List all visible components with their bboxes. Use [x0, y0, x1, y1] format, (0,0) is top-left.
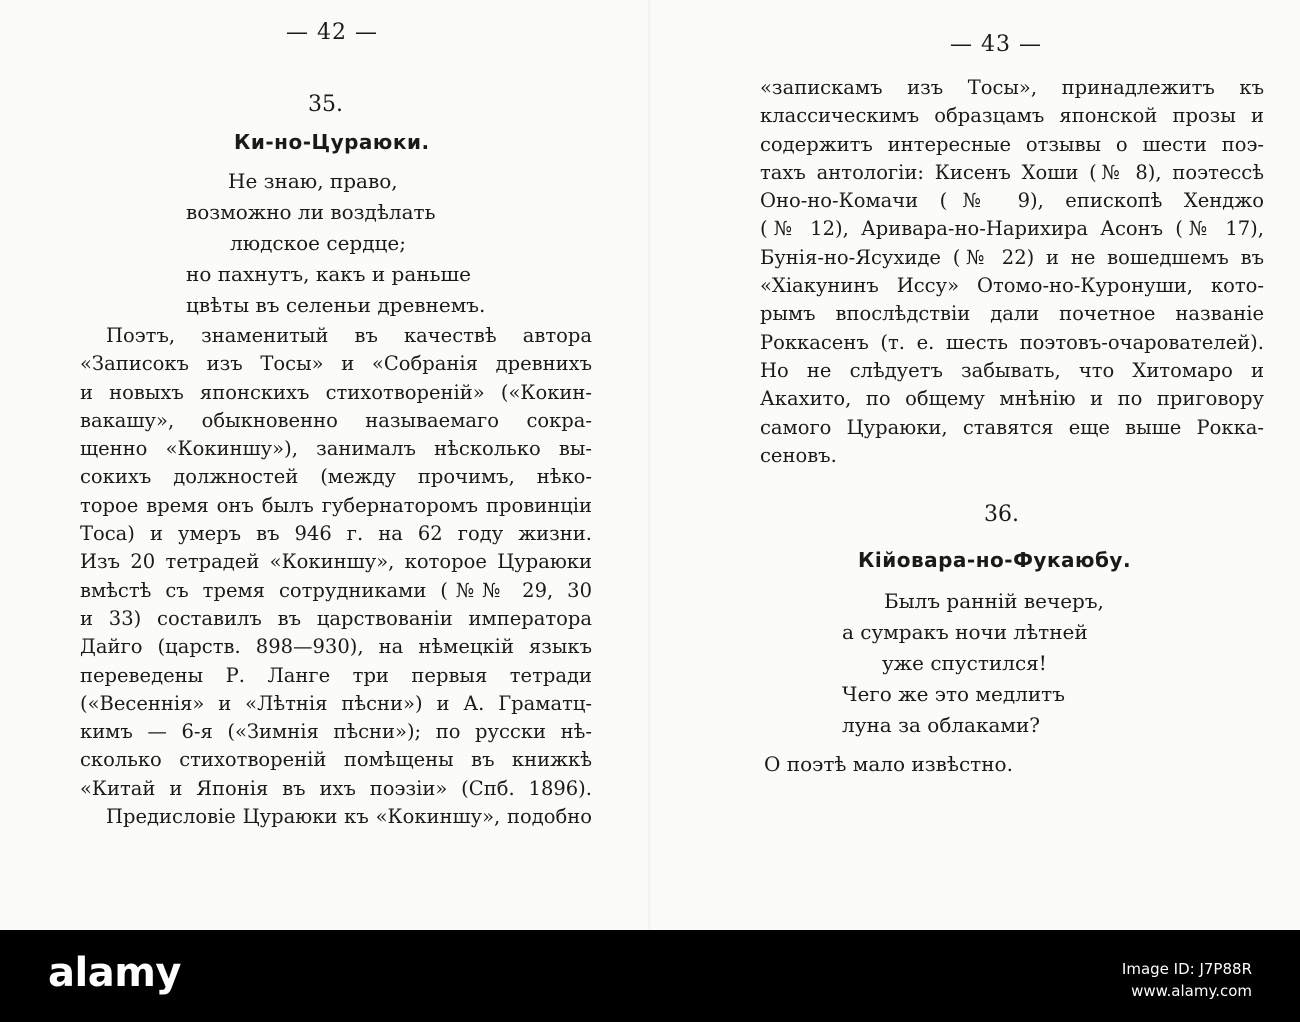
prose-line: («Весеннія» и «Лѣтнія пѣсни») и А. Граматц-	[80, 691, 592, 715]
stock-image-info	[1122, 958, 1252, 1002]
prose-line: классическимъ образцамъ японской прозы и	[760, 104, 1264, 128]
prose-line: Бунія-но-Ясухиде (№ 22) и не вошедшемъ въ	[760, 245, 1264, 269]
prose-line: и 33) составилъ въ царствованіи императора	[80, 606, 592, 630]
prose-line: Дайго (царств. 898—930), на нѣмецкій языкъ	[80, 635, 592, 659]
prose-line: Предисловіе Цураюки къ «Кокиншу», подобно	[106, 805, 592, 829]
verse-line: Чего же это медлитъ	[842, 682, 1065, 706]
prose-line: содержитъ интересные отзывы о шести поэ-	[760, 132, 1264, 156]
poet-title-tsurayuki: Ки-но-Цураюки.	[234, 130, 430, 154]
left-page	[0, 0, 648, 930]
prose-line: «Китай и Японія въ ихъ поэзіи» (Спб. 1896).	[80, 776, 592, 800]
verse-line: цвѣты въ селеньи древнемъ.	[186, 293, 486, 317]
prose-line: вмѣстѣ съ тремя сотрудниками (№№ 29, 30	[80, 578, 592, 602]
poet-title-fukayabu: Кійовара-но-Фукаюбу.	[858, 548, 1132, 572]
poem-number-36: 36.	[984, 502, 1019, 527]
left-page-number: — 42 —	[286, 20, 378, 45]
verse-line: уже спустился!	[882, 651, 1047, 675]
verse-line: а сумракъ ночи лѣтней	[842, 620, 1088, 644]
verse-line: но пахнутъ, какъ и раньше	[186, 262, 471, 286]
image-id-label: Image ID: J7P88R	[1121, 960, 1252, 978]
poet-biography-35-continued	[760, 74, 1264, 470]
poet-biography-35	[80, 322, 592, 831]
prose-line: «запискамъ изъ Тосы», принадлежитъ къ	[760, 76, 1264, 99]
prose-line: «Хіакунинъ Иссу» Отомо-но-Куронуши, кото-	[760, 274, 1264, 298]
prose-line: сеновъ.	[760, 443, 837, 467]
site-url: www.alamy.com	[1131, 982, 1252, 1000]
prose-line: Изъ 20 тетрадей «Кокиншу», которое Цураюки	[80, 550, 592, 574]
prose-line: Оно-но-Комачи (№ 9), епископѣ Хенджо	[760, 189, 1264, 213]
poem-number-35: 35.	[308, 92, 343, 117]
prose-line: сколько стихотвореній помѣщены въ книжкѣ	[80, 748, 592, 772]
prose-line: торое время онъ былъ губернаторомъ провинціи	[80, 493, 592, 517]
prose-line: вакашу», обыкновенно называемаго сокра-	[80, 408, 592, 432]
prose-line: «Записокъ изъ Тосы» и «Собранія древнихъ	[80, 352, 592, 376]
stock-footer	[0, 930, 1300, 1022]
poet-note-36: О поэтѣ мало извѣстно.	[764, 752, 1013, 776]
prose-line: (№ 12), Аривара-но-Нарихира Асонъ (№ 17),	[760, 217, 1264, 241]
prose-line: рымъ впослѣдствіи дали почетное названіе	[760, 302, 1264, 326]
prose-line: тахъ антологіи: Кисенъ Хоши (№ 8), поэтессѣ	[760, 160, 1264, 184]
prose-line: щенно «Кокиншу»), занималъ нѣсколько вы-	[80, 437, 592, 461]
prose-line: Поэтъ, знаменитый въ качествѣ автора	[106, 324, 592, 347]
prose-line: переведены Р. Ланге три первыя тетради	[80, 663, 592, 687]
prose-line: самого Цураюки, ставятся еще выше Рокка-	[760, 415, 1264, 439]
verse-line: луна за облаками?	[842, 713, 1041, 737]
prose-line: Акахито, по общему мнѣнію и по приговору	[760, 387, 1264, 411]
prose-line: кимъ — 6-я («Зимнія пѣсни»); по русски нѣ-	[80, 720, 592, 744]
prose-line: Роккасенъ (т. е. шесть поэтовъ-очарователей).	[760, 330, 1264, 354]
verse-line: людское сердце;	[230, 231, 406, 255]
prose-line: Но не слѣдуетъ забывать, что Хитомаро и	[760, 358, 1264, 382]
verse-line: возможно ли воздѣлать	[186, 200, 436, 224]
prose-line: сокихъ должностей (между прочимъ, нѣко-	[80, 465, 592, 489]
alamy-logo: alamy	[48, 950, 181, 996]
right-page-number: — 43 —	[950, 32, 1042, 57]
right-page	[652, 0, 1300, 930]
prose-line: и новыхъ японскихъ стихотвореній» («Кокин-	[80, 380, 592, 404]
prose-line: Тоса) и умеръ въ 946 г. на 62 году жизни.	[80, 522, 592, 546]
verse-line: Не знаю, право,	[228, 169, 398, 193]
verse-line: Былъ ранній вечеръ,	[884, 589, 1104, 613]
